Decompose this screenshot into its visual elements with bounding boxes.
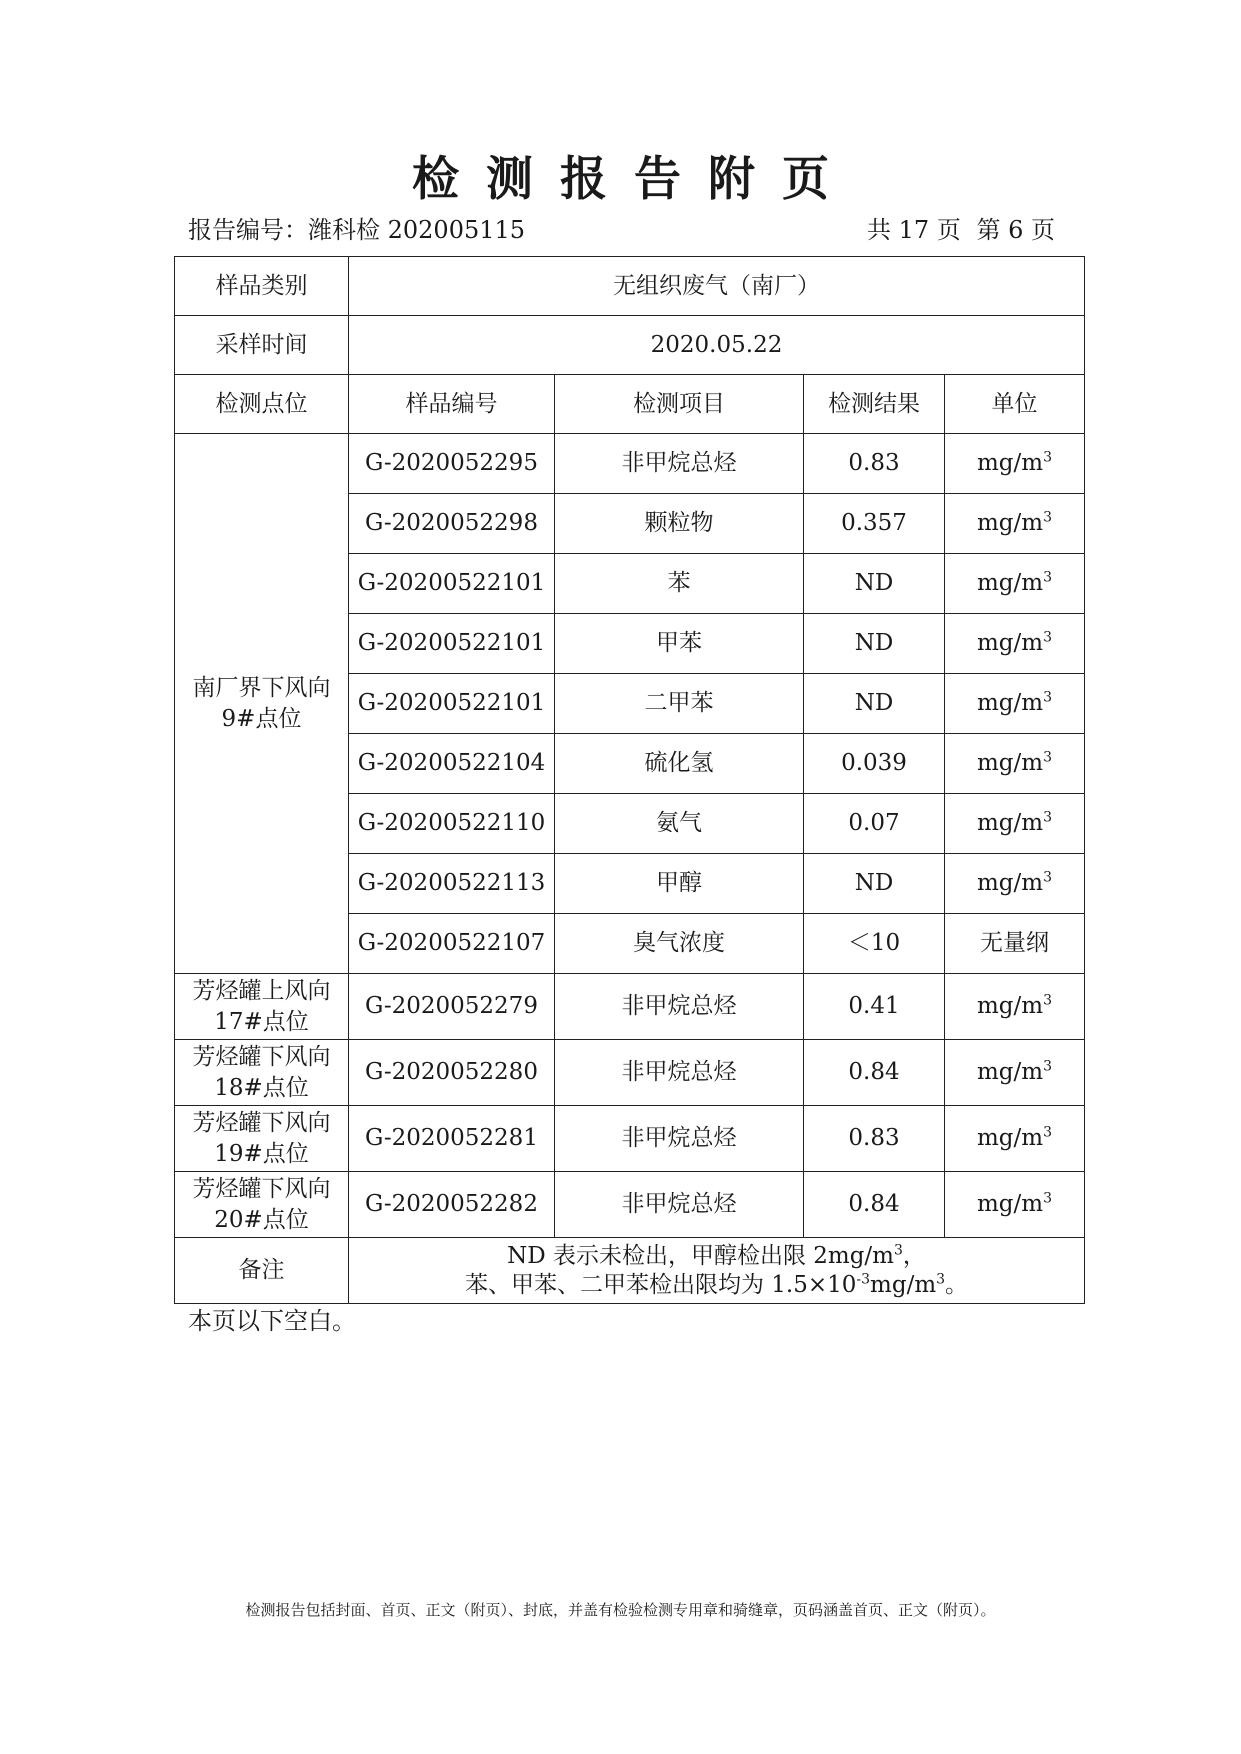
unit-text: mg/m (976, 870, 1044, 896)
header-item: 检测项目 (555, 375, 804, 434)
result-cell: 0.83 (804, 1106, 945, 1172)
remark-text: 苯、甲苯、二甲苯检出限均为 1.5×10 (464, 1271, 857, 1298)
sample-id-cell: G-2020052280 (349, 1040, 555, 1106)
item-cell: 非甲烷总烃 (555, 1106, 804, 1172)
sample-category-value: 无组织废气（南厂） (349, 257, 1085, 316)
unit-superscript: 3 (1043, 992, 1052, 1009)
result-cell: 0.83 (804, 434, 945, 494)
unit-cell (945, 1172, 1085, 1238)
remark-text-after: mg/m (870, 1271, 937, 1298)
sample-id-cell: G-2020052281 (349, 1106, 555, 1172)
unit-text: mg/m (976, 570, 1044, 596)
table-row (175, 974, 1085, 1040)
unit-cell (945, 1106, 1085, 1172)
result-cell: 0.84 (804, 1040, 945, 1106)
page-total: 共 17 页 (867, 216, 961, 244)
item-cell: 甲醇 (555, 854, 804, 914)
unit-superscript: 3 (1043, 1124, 1052, 1141)
unit-cell (945, 974, 1085, 1040)
sample-category-row (175, 257, 1085, 316)
unit-text: mg/m (976, 810, 1044, 836)
sample-id-cell: G-20200522101 (349, 554, 555, 614)
unit-cell (945, 614, 1085, 674)
item-cell: 颗粒物 (555, 494, 804, 554)
unit-cell (945, 734, 1085, 794)
remark-line (353, 1271, 1080, 1300)
header-sample-id: 样品编号 (349, 375, 555, 434)
item-cell: 非甲烷总烃 (555, 1172, 804, 1238)
item-cell: 氨气 (555, 794, 804, 854)
unit-text: mg/m (976, 750, 1044, 776)
report-number: 报告编号：潍科检 202005115 (188, 216, 526, 244)
unit-cell (945, 854, 1085, 914)
remarks-label: 备注 (175, 1238, 349, 1304)
table-row (175, 1106, 1085, 1172)
result-cell: ND (804, 854, 945, 914)
sample-id-cell: G-2020052282 (349, 1172, 555, 1238)
sample-id-cell: G-2020052295 (349, 434, 555, 494)
remarks-row (175, 1238, 1085, 1304)
unit-superscript: 3 (1043, 629, 1052, 646)
result-cell: 0.84 (804, 1172, 945, 1238)
location-cell: 南厂界下风向 9#点位 (175, 434, 349, 974)
unit-cell (945, 674, 1085, 734)
table-row (175, 1172, 1085, 1238)
item-cell: 臭气浓度 (555, 914, 804, 974)
unit-superscript: 3 (1043, 509, 1052, 526)
remark-line (353, 1242, 1080, 1271)
table-row (175, 1040, 1085, 1106)
sample-id-cell: G-2020052279 (349, 974, 555, 1040)
unit-cell (945, 554, 1085, 614)
location-cell: 芳烃罐上风向 17#点位 (175, 974, 349, 1040)
item-cell: 硫化氢 (555, 734, 804, 794)
result-cell: ND (804, 614, 945, 674)
unit-text: mg/m (976, 1125, 1044, 1151)
unit-superscript: 3 (1043, 689, 1052, 706)
sampling-time-label: 采样时间 (175, 316, 349, 375)
unit-superscript: 3 (1043, 809, 1052, 826)
unit-superscript: 3 (1043, 1190, 1052, 1207)
result-cell: 0.07 (804, 794, 945, 854)
location-cell: 芳烃罐下风向 19#点位 (175, 1106, 349, 1172)
remark-superscript: 3 (894, 1241, 903, 1258)
sampling-time-value: 2020.05.22 (349, 316, 1085, 375)
page-title: 检测报告附页 (412, 152, 856, 207)
unit-text: mg/m (976, 1059, 1044, 1085)
item-cell: 非甲烷总烃 (555, 1040, 804, 1106)
sample-id-cell: G-20200522101 (349, 674, 555, 734)
page-current: 第 6 页 (976, 216, 1055, 244)
remark-text-after-2: 。 (945, 1271, 969, 1298)
location-cell: 芳烃罐下风向 20#点位 (175, 1172, 349, 1238)
unit-cell (945, 434, 1085, 494)
unit-superscript: 3 (1043, 869, 1052, 886)
result-cell: 0.357 (804, 494, 945, 554)
remark-text: ND 表示未检出，甲醇检出限 2mg/m (507, 1242, 894, 1269)
result-cell: ND (804, 674, 945, 734)
sample-id-cell: G-20200522110 (349, 794, 555, 854)
header-row (175, 375, 1085, 434)
remark-text-after: ， (902, 1242, 926, 1269)
unit-cell (945, 1040, 1085, 1106)
unit-text: mg/m (976, 690, 1044, 716)
item-cell: 二甲苯 (555, 674, 804, 734)
unit-text: mg/m (976, 993, 1044, 1019)
sample-id-cell: G-20200522107 (349, 914, 555, 974)
unit-superscript: 3 (1043, 749, 1052, 766)
unit-text: mg/m (976, 630, 1044, 656)
unit-superscript: 3 (1043, 1058, 1052, 1075)
sample-id-cell: G-20200522104 (349, 734, 555, 794)
remarks-cell (349, 1238, 1085, 1304)
unit-superscript: 3 (1043, 569, 1052, 586)
sampling-time-row (175, 316, 1085, 375)
results-table (174, 256, 1085, 1304)
unit-superscript: 3 (1043, 449, 1052, 466)
page-info (859, 215, 1055, 245)
unit-cell (945, 914, 1085, 974)
header-location: 检测点位 (175, 375, 349, 434)
item-cell: 甲苯 (555, 614, 804, 674)
footer-note: 检测报告包括封面、首页、正文（附页）、封底，并盖有检验检测专用章和骑缝章，页码涵盖首页、正文（附页）。 (245, 1601, 996, 1619)
sample-id-cell: G-2020052298 (349, 494, 555, 554)
unit-cell (945, 494, 1085, 554)
result-cell: 0.41 (804, 974, 945, 1040)
sample-id-cell: G-20200522113 (349, 854, 555, 914)
unit-text: mg/m (976, 1191, 1044, 1217)
header-unit: 单位 (945, 375, 1085, 434)
item-cell: 非甲烷总烃 (555, 434, 804, 494)
unit-cell (945, 794, 1085, 854)
result-cell: ＜10 (804, 914, 945, 974)
item-cell: 苯 (555, 554, 804, 614)
remark-superscript: -3 (856, 1270, 871, 1287)
header-result: 检测结果 (804, 375, 945, 434)
tail-note: 本页以下空白。 (188, 1307, 356, 1335)
sample-category-label: 样品类别 (175, 257, 349, 316)
result-cell: ND (804, 554, 945, 614)
item-cell: 非甲烷总烃 (555, 974, 804, 1040)
location-cell: 芳烃罐下风向 18#点位 (175, 1040, 349, 1106)
unit-text: mg/m (976, 450, 1044, 476)
table-row (175, 434, 1085, 494)
sample-id-cell: G-20200522101 (349, 614, 555, 674)
unit-text: mg/m (976, 510, 1044, 536)
result-cell: 0.039 (804, 734, 945, 794)
unit-text: 无量纲 (980, 930, 1049, 956)
remark-superscript-2: 3 (936, 1270, 946, 1287)
